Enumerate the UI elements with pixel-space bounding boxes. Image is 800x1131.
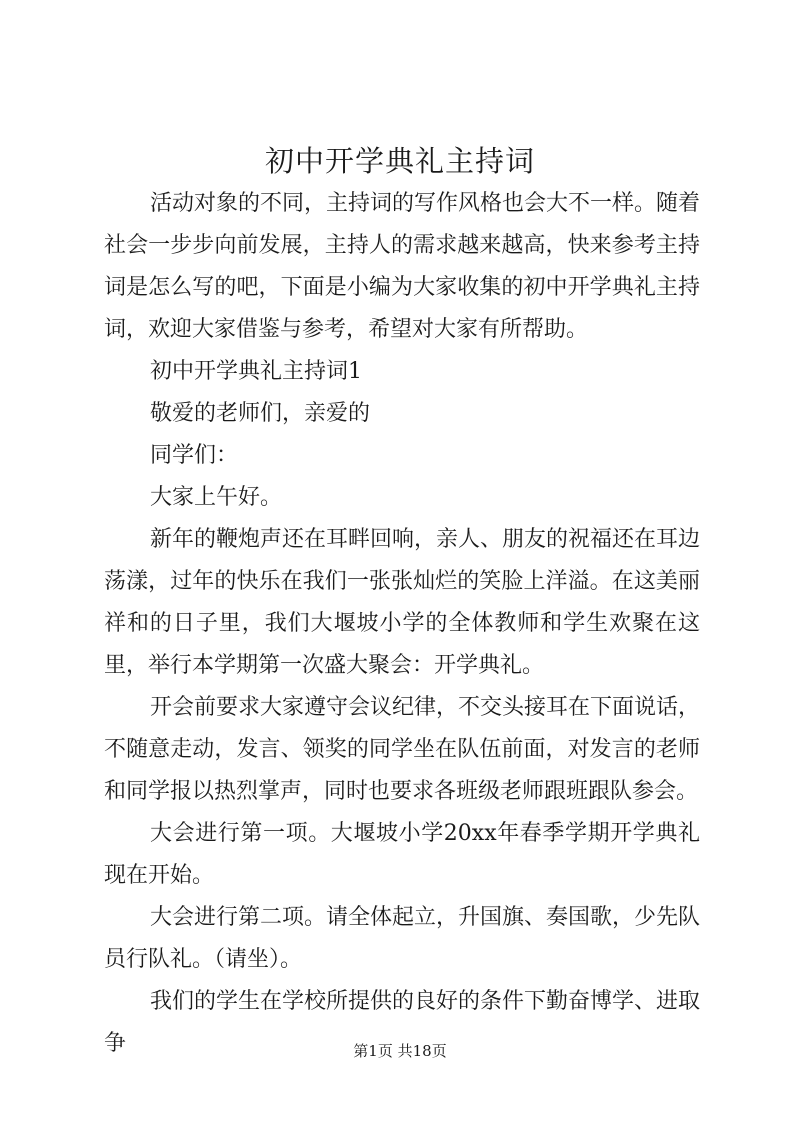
body-paragraph: 大会进行第一项。大堰坡小学20xx年春季学期开学典礼现在开始。	[104, 821, 700, 888]
greeting-line: 同学们：	[150, 443, 239, 468]
section-heading: 初中开学典礼主持词1	[150, 359, 362, 384]
body-paragraph: 新年的鞭炮声还在耳畔回响，亲人、朋友的祝福还在耳边荡漾，过年的快乐在我们一张张灿烂的笑脸上洋溢。在这美丽祥和的日子里，我们大堰坡小学的全体教师和学生欢聚在这里，举行本学期第一次盛大聚会：开学典礼。	[104, 527, 701, 678]
document-body	[104, 183, 700, 1065]
intro-paragraph: 活动对象的不同，主持词的写作风格也会大不一样。随着社会一步步向前发展，主持人的需求越来越高，快来参考主持词是怎么写的吧，下面是小编为大家收集的初中开学典礼主持词，欢迎大家借鉴与参考，希望对大家有所帮助。	[104, 191, 701, 342]
document-title: 初中开学典礼主持词	[264, 144, 535, 178]
body-paragraph: 开会前要求大家遵守会议纪律，不交头接耳在下面说话，不随意走动，发言、领奖的同学坐在队伍前面，对发言的老师和同学报以热烈掌声，同时也要求各班级老师跟班跟队参会。	[104, 695, 701, 804]
greeting-line: 大家上午好。	[150, 485, 283, 510]
page-footer: 第1页 共18页	[353, 1042, 447, 1060]
greeting-line: 敬爱的老师们，亲爱的	[150, 401, 371, 426]
body-paragraph: 大会进行第二项。请全体起立，升国旗、奏国歌，少先队员行队礼。（请坐）。	[104, 905, 701, 972]
body-paragraph: 我们的学生在学校所提供的良好的条件下勤奋博学、进取争	[104, 989, 701, 1056]
